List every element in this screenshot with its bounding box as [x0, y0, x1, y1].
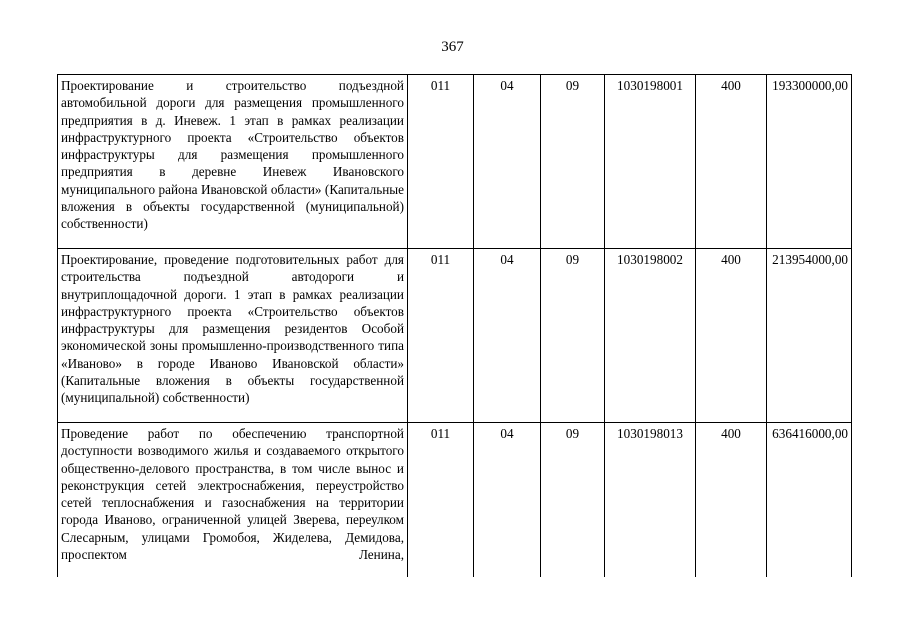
amount: 636416000,00: [767, 423, 852, 578]
amount: 213954000,00: [767, 249, 852, 423]
section-code: 04: [474, 423, 541, 578]
row-description: Проектирование, проведение подготовительных работ для строительства подъездной автодороги и внутриплощадочной дороги. 1 этап в рамках реализации инфраструктурного проекта «Строительство объектов инфраструктуры для размещения резидентов Особой экономической зоны промышленно-производственного типа «Иваново» в городе Иваново Ивановской области» (Капитальные вложения в объекты государственной (муниципальной) собственности): [58, 249, 408, 423]
subsection-code: 09: [541, 75, 605, 249]
ministry-code: 011: [408, 423, 474, 578]
row-description: Проведение работ по обеспечению транспортной доступности возводимого жилья и создаваемого открытого общественно-делового пространства, в том числе вынос и реконструкция сетей электроснабжения, переустройство сетей теплоснабжения и газоснабжения на территории города Иваново, ограниченной улицей Зверева, переулком Слесарным, улицами Громобоя, Жиделева, Демидова, проспектом Ленина,: [58, 423, 408, 578]
page-number: 367: [441, 39, 464, 55]
table-row: [58, 423, 852, 578]
budget-table: [57, 74, 852, 577]
expense-type-code: 400: [696, 249, 767, 423]
subsection-code: 09: [541, 249, 605, 423]
subsection-code: 09: [541, 423, 605, 578]
target-article-code: 1030198001: [605, 75, 696, 249]
section-code: 04: [474, 75, 541, 249]
ministry-code: 011: [408, 249, 474, 423]
row-description: Проектирование и строительство подъездной автомобильной дороги для размещения промышленного предприятия в д. Иневеж. 1 этап в рамках реализации инфраструктурного проекта «Строительство объектов инфраструктуры для размещения промышленного предприятия в деревне Иневеж Ивановского муниципального района Ивановской области» (Капитальные вложения в объекты государственной (муниципальной) собственности): [58, 75, 408, 249]
ministry-code: 011: [408, 75, 474, 249]
expense-type-code: 400: [696, 423, 767, 578]
section-code: 04: [474, 249, 541, 423]
amount: 193300000,00: [767, 75, 852, 249]
target-article-code: 1030198002: [605, 249, 696, 423]
table-row: [58, 75, 852, 249]
table-row: [58, 249, 852, 423]
expense-type-code: 400: [696, 75, 767, 249]
target-article-code: 1030198013: [605, 423, 696, 578]
